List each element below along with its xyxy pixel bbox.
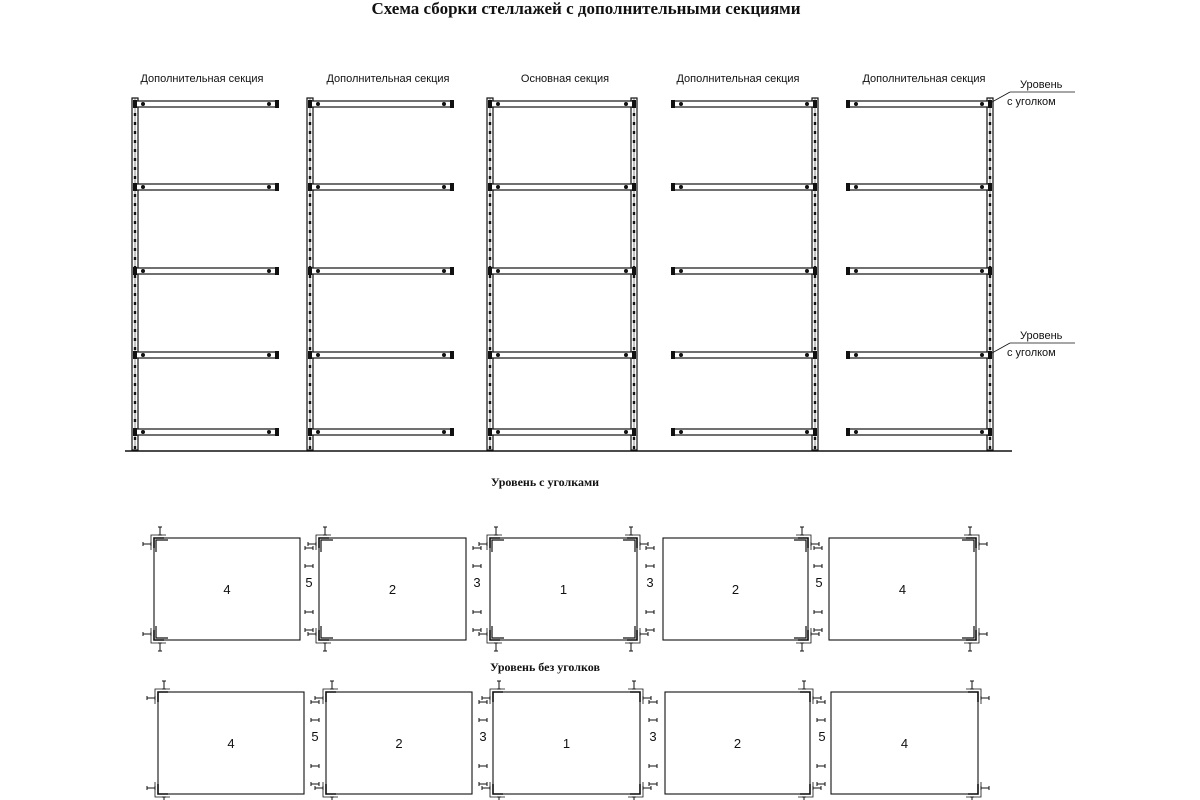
callout-line1: Уровень xyxy=(1020,79,1063,91)
plan-title-without-corners: Уровень без уголков xyxy=(490,660,600,674)
callout-line2: с уголком xyxy=(1007,347,1056,359)
shelf-beam xyxy=(133,428,279,436)
plan-title-with-corners: Уровень с уголками xyxy=(490,475,600,489)
panel-number: 4 xyxy=(227,736,235,751)
panel-number: 4 xyxy=(898,582,907,597)
shelf-beam xyxy=(488,351,636,359)
connector xyxy=(646,546,654,632)
connector xyxy=(311,700,319,786)
connector-number: 5 xyxy=(818,729,826,744)
shelf-panel xyxy=(665,681,821,800)
shelf-beam xyxy=(133,100,279,108)
shelf-beam xyxy=(846,267,992,275)
shelf-beam xyxy=(488,428,636,436)
connector xyxy=(814,546,823,632)
shelf-panel xyxy=(831,681,989,800)
shelf-beam xyxy=(846,428,992,436)
shelf-beam xyxy=(488,183,636,191)
section-label: Дополнительная секция xyxy=(326,73,450,85)
shelf-panel xyxy=(315,681,472,800)
panel-number: 1 xyxy=(562,736,571,751)
connector-number: 5 xyxy=(305,575,313,590)
callout-level-with-corner xyxy=(992,79,1075,108)
shelf-beam xyxy=(308,267,454,275)
shelf-beam xyxy=(488,100,636,108)
shelf-beam xyxy=(671,267,817,275)
shelf-beam xyxy=(671,351,817,359)
connector xyxy=(479,700,487,786)
diagram-title: Схема сборки стеллажей с дополнительными секциями xyxy=(371,0,801,18)
panel-number: 4 xyxy=(223,582,231,597)
plan-level-with-corners xyxy=(143,475,987,651)
callout-line1: Уровень xyxy=(1020,330,1063,342)
shelf-beam xyxy=(671,183,817,191)
shelf-beam xyxy=(133,183,279,191)
shelf-panel xyxy=(479,527,648,651)
connector-number: 3 xyxy=(649,729,657,744)
panel-number: 2 xyxy=(388,582,397,597)
shelf-beam xyxy=(846,183,992,191)
plan-level-without-corners xyxy=(147,660,989,800)
shelf-panel xyxy=(143,527,300,651)
shelf-panel xyxy=(829,527,987,651)
shelf-panel xyxy=(482,681,651,800)
shelf-beam xyxy=(133,267,279,275)
connector-number: 3 xyxy=(473,575,481,590)
section-label: Основная секция xyxy=(520,73,610,85)
panel-number: 1 xyxy=(559,582,568,597)
connector-number: 3 xyxy=(646,575,654,590)
shelf-beam xyxy=(133,351,279,359)
section-label: Дополнительная секция xyxy=(140,73,264,85)
connector-number: 5 xyxy=(815,575,823,590)
shelf-panel xyxy=(663,527,819,651)
connector xyxy=(305,546,313,632)
connector-number: 5 xyxy=(311,729,319,744)
shelf-beam xyxy=(846,351,992,359)
panel-number: 2 xyxy=(733,736,742,751)
panel-number: 2 xyxy=(731,582,740,597)
shelf-panel xyxy=(147,681,304,800)
section-label: Дополнительная секция xyxy=(862,73,986,85)
panel-number: 4 xyxy=(900,736,909,751)
shelf-beam xyxy=(308,100,454,108)
connector xyxy=(817,700,826,786)
connector xyxy=(473,546,481,632)
section-label: Дополнительная секция xyxy=(676,73,800,85)
shelf-beam xyxy=(671,428,817,436)
panel-number: 2 xyxy=(395,736,403,751)
shelf-beam xyxy=(488,267,636,275)
shelf-beam xyxy=(308,183,454,191)
connector xyxy=(649,700,657,786)
shelf-beam xyxy=(846,100,992,108)
shelf-beam xyxy=(308,351,454,359)
callout-line2: с уголком xyxy=(1007,96,1056,108)
shelf-beam xyxy=(308,428,454,436)
shelf-beam xyxy=(671,100,817,108)
rack-elevation xyxy=(125,73,1075,451)
shelf-panel xyxy=(308,527,466,651)
callout-level-with-corner xyxy=(992,330,1075,359)
connector-number: 3 xyxy=(479,729,487,744)
